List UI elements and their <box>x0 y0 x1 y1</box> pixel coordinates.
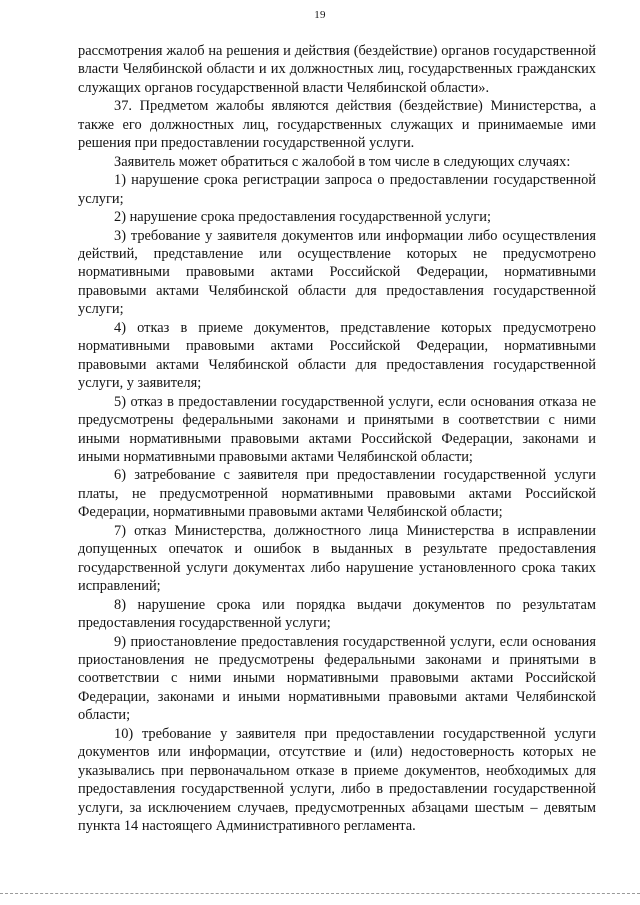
paragraph-item-37: 37. Предметом жалобы являются действия (бездействие) Министерства, а также его должностных лиц, государственных служащих и принимаемые ими решения при предоставлении государственной услуги. <box>78 98 596 152</box>
document-body <box>78 42 596 835</box>
list-item-7: 7) отказ Министерства, должностного лица Министерства в исправлении допущенных опечаток и ошибок в выданных в результате предоставления государственной услуги документах либо нарушение установленного срока таких исправлений; <box>78 522 596 595</box>
list-item-4: 4) отказ в приеме документов, представление которых предусмотрено нормативными правовыми актами Российской Федерации, нормативными правовыми актами Челябинской области для предоставления государственной услуги, у заявителя; <box>78 319 596 392</box>
page-number: 19 <box>314 9 326 21</box>
page-bottom-edge <box>0 893 640 894</box>
list-item-3: 3) требование у заявителя документов или информации либо осуществления действий, представление или осуществление которых не предусмотрено нормативными правовыми актами Российской Федерации, нормативными правовыми актами Челябинской области для предоставления государственной услуги; <box>78 227 596 318</box>
list-item-10: 10) требование у заявителя при предоставлении государственной услуги документов или информации, отсутствие и (или) недостоверность которых не указывались при первоначальном отказе в приеме документов, необходимых для предоставления государственной услуги, либо в предоставлении государственной услуги, за исключением случаев, предусмотренных абзацами шестым – девятым пункта 14 настоящего Административного регламента. <box>78 725 596 835</box>
paragraph-continuation: рассмотрения жалоб на решения и действия (бездействие) органов государственной власти Челябинской области и их должностных лиц, государственных гражданских служащих органов государственной власти Челябинской области». <box>78 43 596 96</box>
list-item-9: 9) приостановление предоставления государственной услуги, если основания приостановления не предусмотрены федеральными законами и принятыми в соответствии с ними иными нормативными правовыми актами Российской Федерации, законами и иными нормативными правовыми актами Челябинской области; <box>78 633 596 724</box>
list-item-2: 2) нарушение срока предоставления государственной услуги; <box>114 209 491 226</box>
list-item-1: 1) нарушение срока регистрации запроса о предоставлении государственной услуги; <box>78 172 596 207</box>
list-item-8: 8) нарушение срока или порядка выдачи документов по результатам предоставления государственной услуги; <box>78 596 596 632</box>
list-item-5: 5) отказ в предоставлении государственной услуги, если основания отказа не предусмотрены федеральными законами и принятыми в соответствии с ними иными нормативными правовыми актами Российской Федерации, законами и иными нормативными правовыми актами Челябинской области; <box>78 393 596 465</box>
paragraph-cases-intro: Заявитель может обратиться с жалобой в том числе в следующих случаях: <box>114 153 571 170</box>
list-item-6: 6) затребование с заявителя при предоставлении государственной услуги платы, не предусмотренной нормативными правовыми актами Российской Федерации, нормативными правовыми актами Челябинской области; <box>78 467 596 521</box>
